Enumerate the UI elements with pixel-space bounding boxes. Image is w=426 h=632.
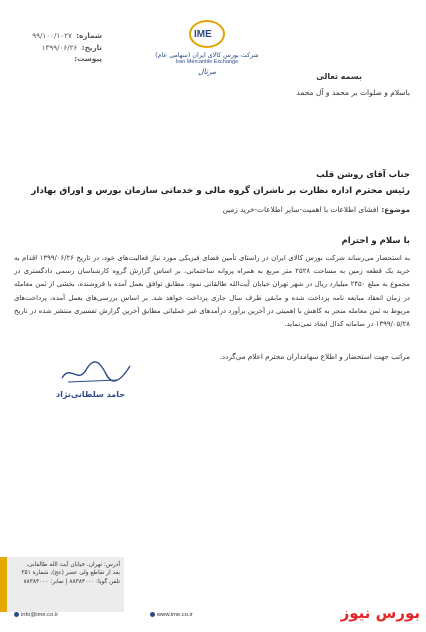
subject-line	[223, 205, 410, 214]
letter-number-row	[6, 30, 102, 42]
letter-number-value: ۹۹/۱۰۰/۱۰۲۷	[32, 31, 72, 40]
letter-date-label: تاریخ:	[81, 42, 102, 52]
footer-address	[10, 561, 120, 586]
body-paragraph: به استحضار می‌رساند شرکت بورس کالای ایران در راستای تأمین فضای فیزیکی مورد نیاز فعالیت‌های خود، در تاریخ ۱۳۹۹/۰۶/۲۶ اقدام به خرید یک قطعه زمین به مساحت ۲۵۲۸ متر مربع به همراه پروانه ساختمانی، بر اساس گزارش گروه کارشناسان رسمی دادگستری در مجموع به مبلغ ۲۴۵۰ میلیارد ریال در شهر تهران خیابان آیت‌الله طالقانی نمود. مطابق توافق بعمل آمده با فروشنده، بخشی از ثمن معامله در زمان انعقاد مبایعه نامه پرداخت شده و مابقی ظرف سال جاری پرداخت خواهد شد. بر اساس بررسی‌های بعمل آمده، پرداخت‌های مربوط به ثمن معامله منجر به کاهش با اهمیتی در آخرین برآورد درآمدهای غیر عملیاتی مطابق آخرین گزارش تفسیری منتشر شده در تاریخ ۱۳۹۹/۰۵/۲۸ در سامانه کدال ایجاد نمی‌نماید.	[14, 254, 410, 329]
company-name-fa: شرکت بورس کالای ایران (سهامی عام)	[155, 52, 259, 59]
company-logo	[148, 20, 266, 76]
logo-mark-text: IME	[194, 29, 212, 40]
letter-date-row	[6, 42, 102, 54]
letter-date-value: ۱۳۹۹/۰۶/۲۶	[41, 42, 78, 52]
footer-address-line1: آدرس: تهران، خیابان آیت الله طالقانی،	[26, 562, 120, 568]
email-icon	[14, 612, 19, 617]
recipient-name: جناب آقای روشن قلب	[316, 170, 410, 180]
globe-icon	[150, 612, 155, 617]
footer-website-wrap	[150, 612, 193, 618]
footer-email[interactable]: info@ime.co.ir	[21, 612, 59, 619]
company-name-en: Iran Mercantile Exchange	[175, 59, 239, 65]
footer-address-line3: تلفن گویا: ۸۸۳۸۳۰۰۰ | نمابر: ۸۸۳۸۳۰۰۰	[23, 578, 120, 585]
subject-value: افشای اطلاعات با اهمیت-سایر اطلاعات-خرید زمین	[222, 205, 379, 214]
recipient-title: رئیس محترم اداره نظارت بر ناشران گروه مالی و خدماتی سازمان بورس و اوراق بهادار	[31, 186, 410, 196]
bismillah-heading: بسمه تعالی	[316, 72, 362, 81]
ime-logo-icon	[187, 20, 227, 50]
logo-handwriting: مرتال	[198, 67, 216, 76]
closing-line: مراتب جهت استحضار و اطلاع سهامداران محترم اعلام می‌گردد.	[219, 352, 410, 361]
subject-label: موضوع:	[381, 205, 410, 214]
letter-attachment-row	[6, 53, 102, 65]
footer-address-box	[0, 557, 124, 612]
letter-meta	[6, 30, 102, 65]
footer-contacts	[0, 612, 240, 622]
letter-attachment-label: پیوست:	[74, 54, 102, 63]
signer-name: حامد سلطانی‌نژاد	[56, 390, 125, 399]
footer-email-wrap	[14, 612, 58, 618]
greeting: با سلام و احترام	[341, 236, 410, 246]
letter-number-label: شماره:	[76, 31, 102, 40]
footer-address-line2: بعد از تقاطع ولی عصر (عج)، شماره ۳۵۱	[21, 570, 120, 577]
salutation-line: باسلام و صلوات بر محمد و آل محمد	[296, 88, 410, 97]
watermark-logo: بورس نیوز	[340, 604, 420, 622]
footer-website[interactable]: www.ime.co.ir	[157, 612, 193, 619]
signature-scribble	[56, 356, 136, 388]
footer-stripe	[0, 557, 7, 612]
